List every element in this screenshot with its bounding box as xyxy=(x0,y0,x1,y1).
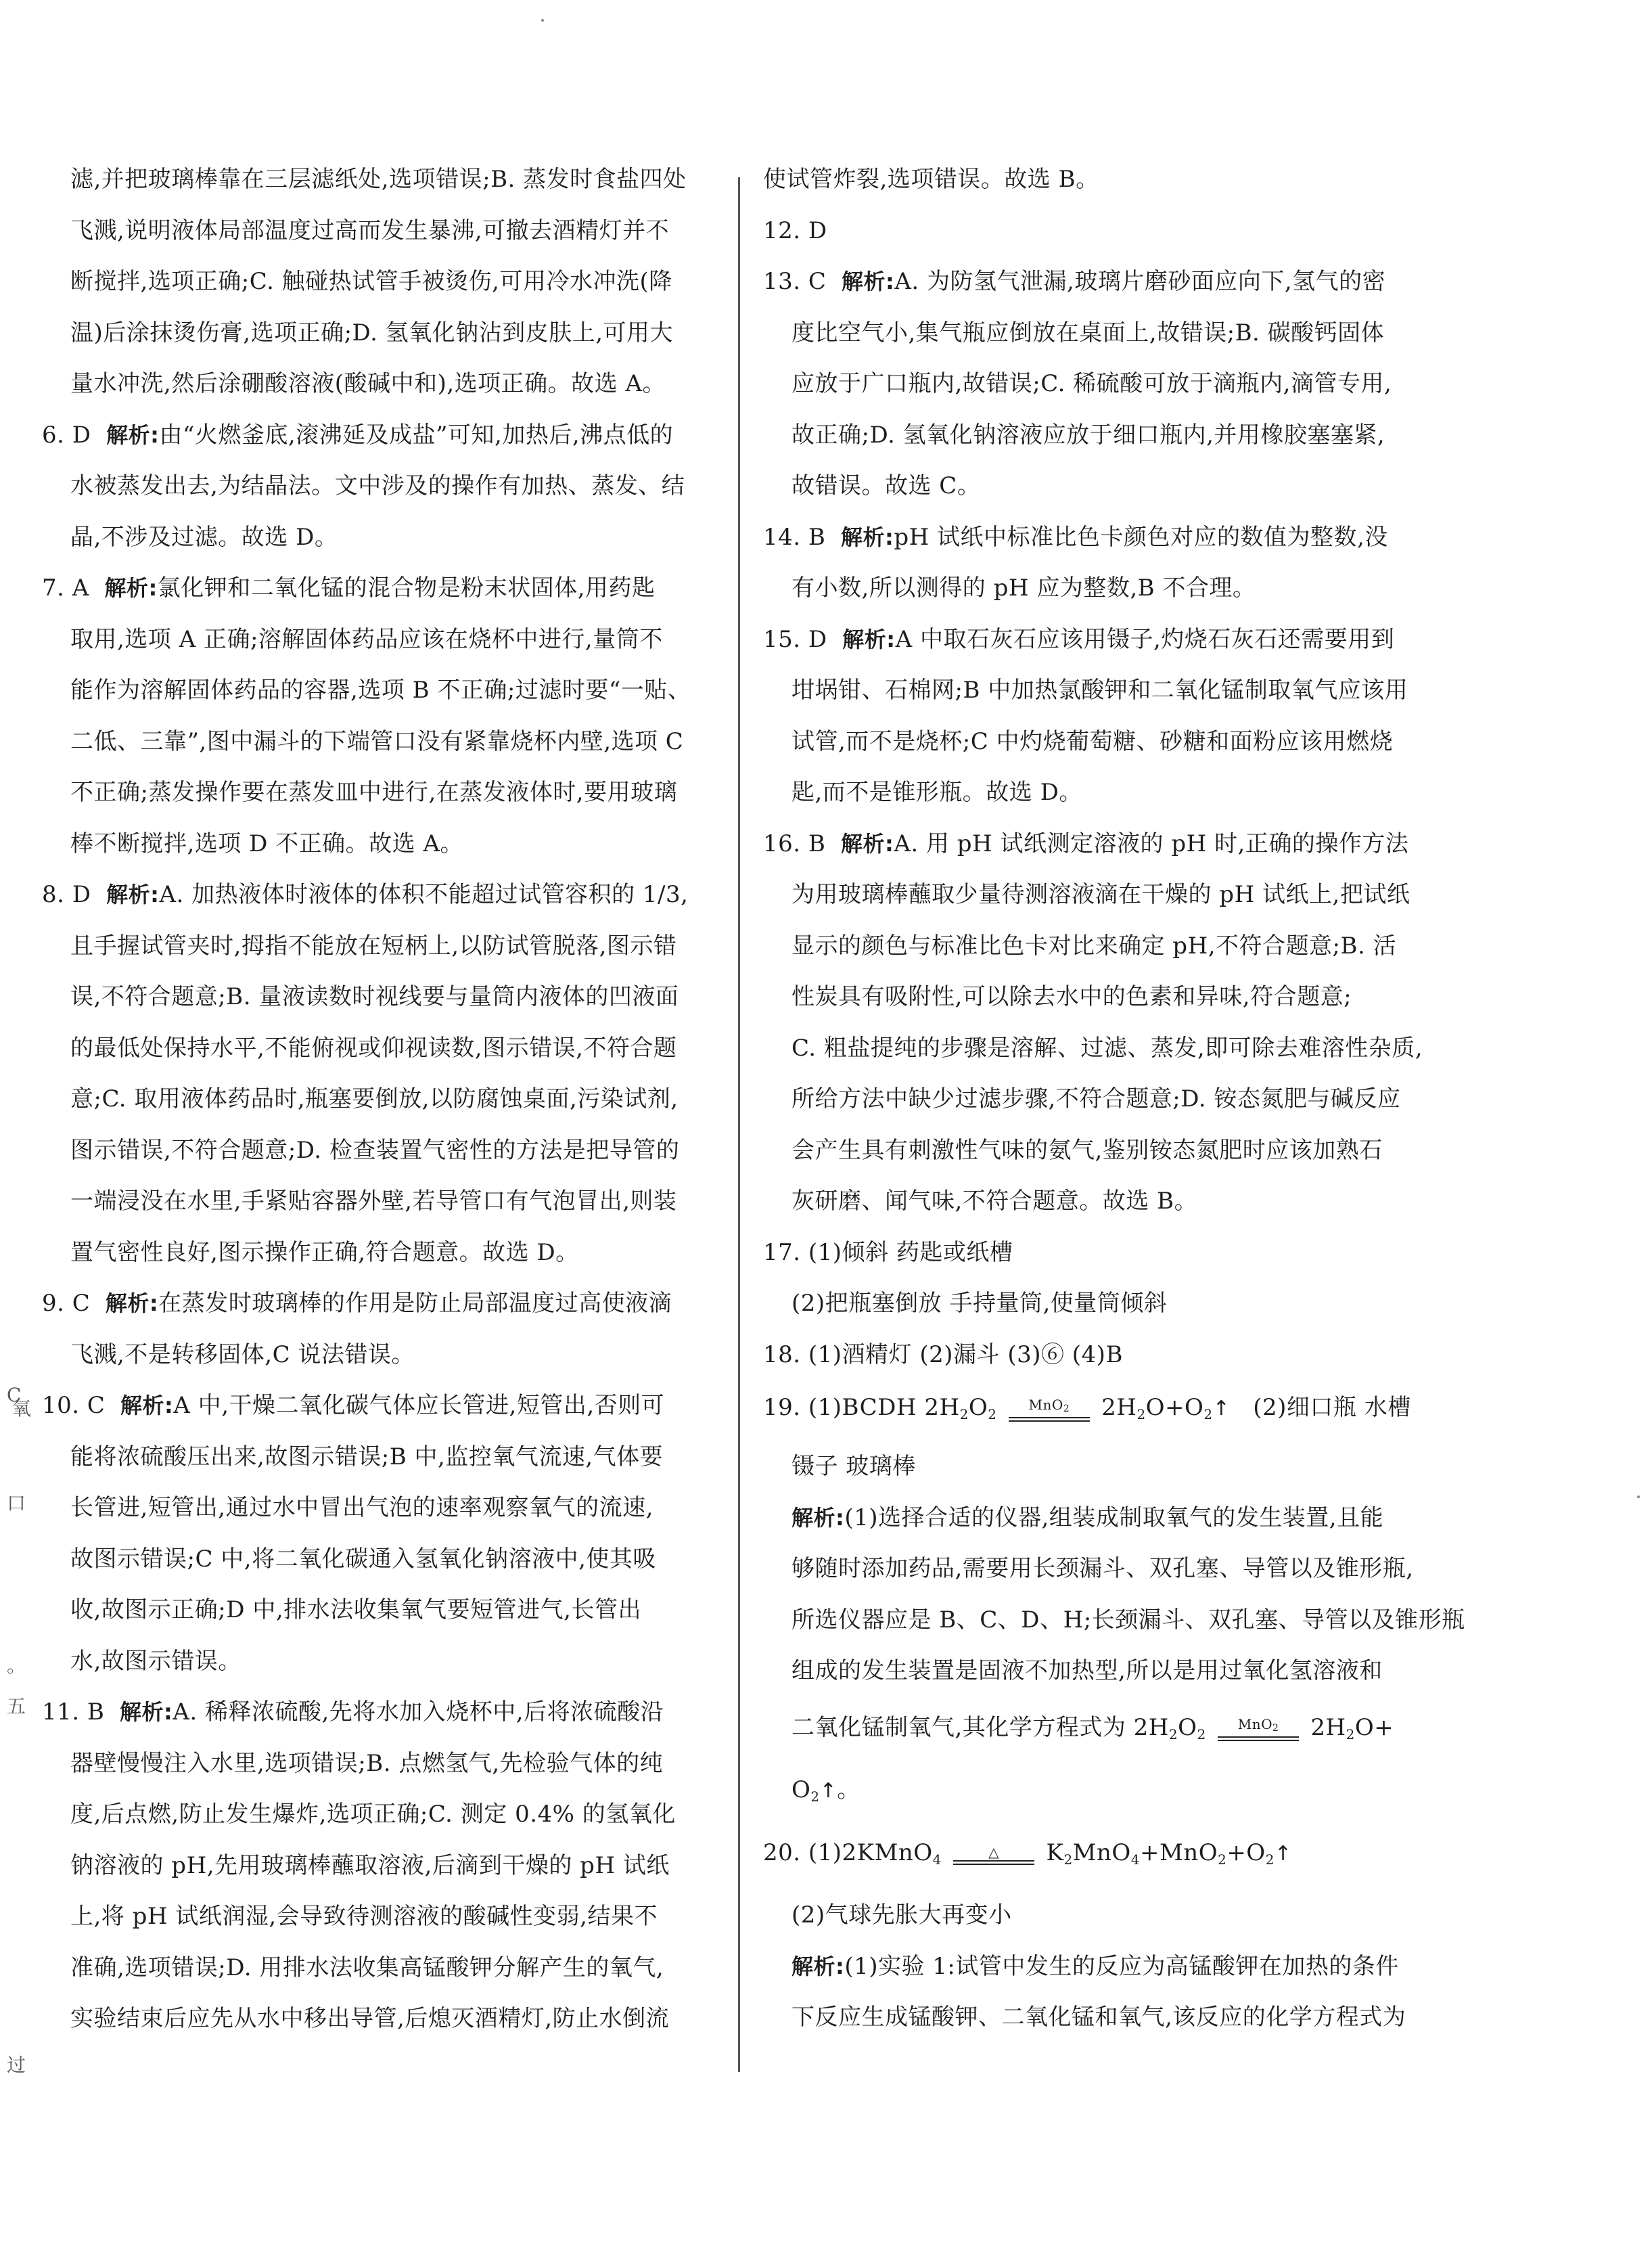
margin-mark: C xyxy=(7,1384,22,1406)
answer-12: 12. D xyxy=(763,217,827,244)
margin-mark: 。 xyxy=(7,1654,26,1677)
answer-16: 16. B 解析:A. 用 pH 试纸测定溶液的 pH 时,正确的操作方法 为用玻璃棒蘸取少量待测溶液滴在干燥的 pH 试纸上,把试纸 显示的颜色与标准比色卡对比来确定 pH,不符合题意;B. 活 性炭具有吸附性,可以除去水中的色素和异味,符合题意; C. 粗盐提纯的步骤是溶解、过滤、蒸发,即可除去难溶性杂质, 所给方法中缺少过滤步骤,不符合题意;D. 铵态氮肥与碱反应 会产生具有刺激性气味的氨气,鉴别铵态氮肥时应该加熟石 灰研磨、闻气味,不符合题意。故选 B。 xyxy=(763,830,1423,1215)
continuation-block: 滤,并把玻璃棒靠在三层滤纸处,选项错误;B. 蒸发时食盐四处 飞溅,说明液体局部温度过高而发生暴沸,可撤去酒精灯并不 断搅拌,选项正确;C. 触碰热试管手被烫伤,可用冷水冲洗(降 温)后涂抹烫伤膏,选项正确;D. 氢氧化钠沾到皮肤上,可用大 量水冲洗,然后涂硼酸溶液(酸碱中和),选项正确。故选 A。 xyxy=(70,166,687,397)
answer-20: 20. (1)2KMnO$_4$ △ $K_2MnO_4+MnO_2+O_2↑$ (2)气球先胀大再变小 解析:(1)实验 1:试管中发生的反应为高锰酸钾在加热的条件 下反应生成锰酸钾、二氧化锰和氧气,该反应的化学方程式为 xyxy=(763,1839,1406,2031)
analysis-label: 解析: xyxy=(120,1699,173,1725)
answer-8: 8. D 解析:A. 加热液体时液体的体积不能超过试管容积的 1/3, 且手握试管夹时,拇指不能放在短柄上,以防试管脱落,图示错 误,不符合题意;B. 量液读数时视线要与量筒内液体的凹液面 的最低处保持水平,不能俯视或仰视读数,图示错误,不符合题 意;C. 取用液体药品时,瓶塞要倒放,以防腐蚀桌面,污染试剂, 图示错误,不符合题意;D. 检查装置气密性的方法是把导管的 一端浸没在水里,手紧贴容器外壁,若导管口有气泡冒出,则装 置气密性良好,图示操作正确,符合题意。故选 D。 xyxy=(42,881,689,1266)
analysis-label: 解析: xyxy=(791,1953,845,1979)
answer-6: 6. D 解析:由“火燃釜底,滚沸延及成盐”可知,加热后,沸点低的 水被蒸发出去,为结晶法。文中涉及的操作有加热、蒸发、结 晶,不涉及过滤。故选 D。 xyxy=(42,421,685,551)
margin-mark: 五 xyxy=(7,1695,26,1717)
answer-7: 7. A 解析:氯化钾和二氧化锰的混合物是粉末状固体,用药匙 取用,选项 A 正确;溶解固体药品应该在烧杯中进行,量筒不 能作为溶解固体药品的容器,选项 B 不正确;过滤时要“一贴、 二低、三靠”,图中漏斗的下端管口没有紧靠烧杯内壁,选项 C 不正确;蒸发操作要在蒸发皿中进行,在蒸发液体时,要用玻璃 棒不断搅拌,选项 D 不正确。故选 A。 xyxy=(42,575,691,857)
analysis-label: 解析: xyxy=(791,1504,845,1531)
gas-arrow-icon: ↑ xyxy=(1212,1397,1231,1420)
margin-mark: 口 xyxy=(7,1492,26,1514)
analysis-label: 解析: xyxy=(842,269,895,294)
answer-number: 8. D xyxy=(42,881,91,908)
analysis-label: 解析: xyxy=(105,1290,159,1316)
answer-number: 14. B xyxy=(763,523,826,551)
left-column xyxy=(42,154,732,2045)
analysis-label: 解析: xyxy=(841,524,894,550)
margin-mark: 过 xyxy=(7,2054,26,2076)
answer-10: 10. C 解析:A 中,干燥二氧化碳气体应长管进,短管出,否则可 能将浓硫酸压出来,故图示错误;B 中,监控氧气流速,气体要 长管进,短管出,通过水中冒出气泡的速率观察氧气的流速, 故图示错误;C 中,将二氧化碳通入氢氧化钠溶液中,使其吸 收,故图示正确;D 中,排水法收集氧气要短管进气,长管出 水,故图示错误。 xyxy=(42,1392,665,1675)
answer-15: 15. D 解析:A 中取石灰石应该用镊子,灼烧石灰石还需要用到 坩埚钳、石棉网;B 中加热氯酸钾和二氧化锰制取氧气应该用 试管,而不是烧杯;C 中灼烧葡萄糖、砂糖和面粉应该用燃烧 匙,而不是锥形瓶。故选 D。 xyxy=(763,625,1408,806)
scan-speck xyxy=(1637,1495,1640,1498)
reaction-condition: MnO$_2$ xyxy=(1218,1716,1299,1741)
answer-number: 9. C xyxy=(42,1290,91,1317)
analysis-label: 解析: xyxy=(104,575,158,601)
continuation-line: 使试管炸裂,选项错误。故选 B。 xyxy=(763,166,1099,193)
answer-9: 9. C 解析:在蒸发时玻璃棒的作用是防止局部温度过高使液滴 飞溅,不是转移固体,C 说法错误。 xyxy=(42,1290,672,1368)
answer-number: 10. C xyxy=(42,1392,106,1419)
answer-13: 13. C 解析:A. 为防氢气泄漏,玻璃片磨砂面应向下,氢气的密 度比空气小,集气瓶应倒放在桌面上,故错误;B. 碳酸钙固体 应放于广口瓶内,故错误;C. 稀硫酸可放于滴瓶内,滴管专用, 故正确;D. 氢氧化钠溶液应放于细口瓶内,并用橡胶塞塞紧, 故错误。故选 C。 xyxy=(763,268,1392,499)
margin-mark: 氧 xyxy=(12,1397,32,1420)
right-column xyxy=(763,154,1467,2044)
answer-number: 16. B xyxy=(763,830,826,857)
analysis-label: 解析: xyxy=(120,1393,174,1418)
answer-17: 17. (1)倾斜 药匙或纸槽 (2)把瓶塞倒放 手持量筒,使量筒倾斜 xyxy=(763,1238,1168,1317)
answer-number: 13. C xyxy=(763,268,827,295)
analysis-label: 解析: xyxy=(842,626,896,652)
answer-number: 6. D xyxy=(42,421,91,449)
answer-11: 11. B 解析:A. 稀释浓硫酸,先将水加入烧杯中,后将浓硫酸沿 器壁慢慢注入水里,选项错误;B. 点燃氢气,先检验气体的纯 度,后点燃,防止发生爆炸,选项正确;C. 测定 0.4% 的氢氧化 钠溶液的 pH,先用玻璃棒蘸取溶液,后滴到干燥的 pH 试纸 上,将 pH 试纸润湿,会导致待测溶液的酸碱性变弱,结果不 准确,选项错误;D. 用排水法收集高锰酸钾分解产生的氧气, 实验结束后应先从水中移出导管,后熄灭酒精灯,防止水倒流 xyxy=(42,1698,676,2032)
reaction-condition: MnO$_2$ xyxy=(1009,1397,1090,1422)
answer-number: 11. B xyxy=(42,1698,105,1726)
answer-number: 7. A xyxy=(42,575,89,602)
answer-number: 15. D xyxy=(763,625,827,653)
answer-14: 14. B 解析:pH 试纸中标准比色卡颜色对应的数值为整数,没 有小数,所以测得的 pH 应为整数,B 不合理。 xyxy=(763,523,1388,602)
scan-speck xyxy=(541,19,544,22)
answer-18: 18. (1)酒精灯 (2)漏斗 (3)⑥ (4)B xyxy=(763,1341,1123,1368)
column-divider xyxy=(738,177,740,2072)
analysis-label: 解析: xyxy=(106,422,160,448)
heat-condition: △ xyxy=(953,1844,1034,1865)
analysis-label: 解析: xyxy=(106,882,160,907)
answer-19: 19. (1)BCDH $2H_2O_2$ MnO$_2$ $2H_2O+O_2↑$ (2)细口瓶 水槽 镊子 玻璃棒 解析:(1)选择合适的仪器,组装成制取氧气的发生装置,且能 够随时添加药品,需要用长颈漏斗、双孔塞、导管以及锥形瓶, 所选仪器应是 B、C、D、H;长颈漏斗、双孔塞、导管以及锥形瓶 组成的发生装置是固液不加热型,所以是用过氧化氢溶液和 二氧化锰制氧气,其化学方程式为 $2H_2O_2$ MnO$_2$ $2H_2O+$ $O_2↑$。 xyxy=(763,1394,1465,1805)
analysis-label: 解析: xyxy=(841,830,894,857)
